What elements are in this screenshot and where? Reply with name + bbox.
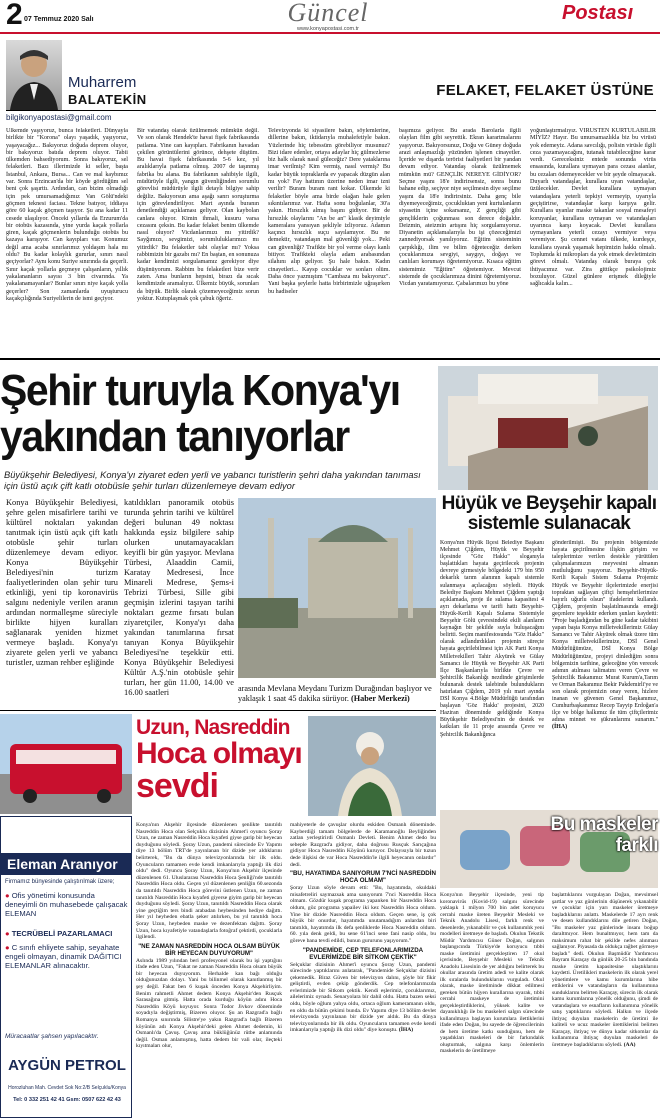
maske-story-col2-text: başlattıklarını vurgulayan Doğan, mevsimsel şartlar ve yaz günlerinin düşünerek yıkanabilir ve çocuklar için yarı maskeler üretmeye başladıklarını anlattı. Maskelerde 17 ayrı renk ve desen kullandıklarını dile getiren Doğan, "Bu maskeler yaz günlerinde insanı boğup daraltmıyor. Hem bunaltmıyor, hem tam da maksimum rahat bir şekilde nefes alınması sağlanıyor. Piyasada da oldukça rağbet görmeye başladı" dedi. Okulun Başmüdür Yardımcısı Bayram Karaçay da günlük 20-25 bin bandında maske üretim kapasitesine ulaştıklarını kaydetti. Üretilikleri maskelerin ilk olarak yerel yönetimlere ve kamu kurumlarına hibe ettiklerini ve vatandaşların da kullanımına sunduklarını belirten Karaçay, sürecin ilk olarak kamu kurumlarına yönelik olduğunu, şimdi de vatandaşlara ve esnafların kullanımına yönelik satış yaptıklarını söyledi. Halkın ve ilçede ihtiyaç duyulan maskelerin de üretimi ile kaliteli ve ucuz maskeler ürettiklerini belirten Karaçay, ihtiyaç ve dünya kadar sitkomlar da kullanımına ihtiyaç duyulan maskeleri de üretmeye başladıklarını söyledi. xyxy=(552,892,658,1048)
section-divider xyxy=(0,358,660,360)
masthead xyxy=(0,0,660,38)
headline-line-2: yakından tanıyorlar xyxy=(0,412,349,461)
section-title: Güncel xyxy=(287,0,369,27)
column-title: FELAKET, FELAKET ÜSTÜNE xyxy=(436,82,654,99)
uzun-col1b: Aslında 1989 yılından beri profesyonel olarak bu işi yaptığını ifade eden Uzun, "Fakat ne zaman Nasreddin Hoca olsam büyük bir heyecan duyuyorum. Herhalde kan bağı olduğu olduğunuzdan dolayı. Yani bu bilinmel olarak kanıtlanmış bir şey değil. Fakat ben 6 kuşak önceden Konya Akşehirliyim. Benim rahmetli Ahmet dedem Konya Akşehir'den Rusçuk Sarasağına gitmiş. Hatta orada kurduğu köyün adını Hoca Nasreddin Köyü koyuyor. Sonra Todor Jivkov döneminde soyadıyla değiştirmiş, Bizeren oluyor. Şu an Razgrad'a bağlı Romanya sınırında Silistre'ye yakın Razgrad'a bağlı Bizeren köyünün adı Konya Akşehir'deki gelen Ahmet dedemin, ki Osmanlı'da Çavuş. Çavuş ama büklüğünüz rütbe anlamında değil. Osman anlamışmış, hatta dedem bir vali olar, ileçteki kıyıtmaları olur, xyxy=(136,957,282,1050)
ad-item-1 xyxy=(5,891,129,918)
bus-photo xyxy=(438,366,658,490)
main-caption xyxy=(238,684,436,704)
ad-item-2-text: TECRÜBELİ PAZARLAMACI xyxy=(11,929,113,938)
headline-line-1: Şehir turuyla Konya'yı xyxy=(0,366,400,415)
ad-phones[interactable]: Tel: 0 332 251 42 41 Gsm: 0507 622 42 43 xyxy=(13,1097,121,1103)
side-headline-line2: sistemle sulanacak xyxy=(467,513,631,534)
uzun-sub2: "BU, HAYATIMDA SANIYORUM 7'NCİ NASREDDİN HOCA OLMAM" xyxy=(290,870,436,885)
columnist-email[interactable]: bilgikonyapostasi@gmail.com xyxy=(6,113,112,122)
ad-item-3 xyxy=(5,943,129,970)
uzun-col2c: Selçuklar dizisinin Ahmet'i oyuncu Şoray Uzun, pandemi sürecinde yaptıklarını anlatarak, "Pandemide Selçuklar dizisini çekemedik. Biraz Güven bir televizyon dalını, şöyle bir fikir geliştirdi, evden çekip gönderdik. Cep telefonlarımızda evlerimizde bir Sitkom çektik. Kendi eşlerimiz, çocuklarımız, ailelerimiz oynadı. Senaryolara bir dahil oldu. Hatta bazen seksi oldu, böyle oğlum yahya oldu, ortaca oğlum kameramanın oldu, en oldu da bütün çekimi bunda. Ev Yapımı diye 13 bölüm devlet televizyonda yayınlanan bir dizide yer aldık. Bu da dünya televizyonlarında bir ilk oldu. Oyuncuların tamamen evde kendi imkanlarıyla yaptığı ilk dizi oldu" diye konuştu. xyxy=(290,961,436,1034)
uzun-sub3: "PANDEMİDE, CEP TELEFONLARIMIZDA EVLERİMİZDE BİR SİTKOM ÇEKTİK" xyxy=(302,946,424,961)
uzun-story-col2 xyxy=(290,822,436,1116)
uzun-col2c-wrap xyxy=(290,962,436,1035)
ad-item-1-text: Ofis yönetimi konusunda deneyimli ön muhasebede çalışacak ELEMAN xyxy=(5,891,128,918)
side-story-col2 xyxy=(552,540,658,808)
uzun-col1a: Konya'nın Akşehir ilçesinde düzenlenen şenlikte tanıtıldı Nasreddin Hoca olan Selçuklu dizisinin Ahmet'i oyuncu Şoray Uzun, ne zaman Nasreddin Hoca kıyafeti giyse garip bir heyecan duyduğunu söyledi. Şoray Uzun, pandemi sürecinde Ev Yapımı diye 13 bölüm TRT'de yayınlanan bir dizide yer aldıklarını belirterek, "Bu da dünya televizyonlarında bir ilk oldu. Oyuncuların tamamen evde kendi imkanlarıyla yaptığı ilk dizi oldu" dedi. Oyuncu Şoray Uzun, Konya'nın Akşehir ilçesinde düzenlenen 61. Uluslararası Nasreddin Hoca Şenliği'nde tanıtıldı Nasreddin Hoca oldu. Geçen yıl düzenlenen şenliğin 60.sezonda da tanıtıldı Nasreddin Hoca görevini üstlenen Uzun, ne zaman tanıtıldı Nasreddin Hoca kıyafeti giyerse giyim garip bir heyecan duyduğunu söyledi. Şoray Uzun, tanıtıldı Nasreddin Hoca olarak yine geçtiğim ters bindi arabadan heybesinden hediye dağıttı. Her yıl heyheden ebatla şeker atılırken, bu yıl tanıtıldı hoca Şoray Uzun, heybeden maske ve dezenfektan dağıttı. Şoray Uzun, hoca kıyafetiyle vatandaşlarla fotoğraf çektirdi, çocuklarla ilgilendi. xyxy=(136,822,282,941)
column-text xyxy=(6,128,656,356)
konya-photo xyxy=(238,498,436,678)
columnist-photo xyxy=(6,40,62,110)
column-text-col1: Ülkemde yaşıyoruz, bunca felaketleri. Dünyayla birlikte bir "Korona" olayı yaşadık, yaşıyoruz, yaşayacağız... Bakıyoruz doğuda deprem oluyor, bir bakıyoruz batıda deprem oluyor. Tabii ülkemden bahsediyorum. Sonra bakıyoruz, sel felaketleri. Bazı illerimizde ki seller, başta İstanbul, Ankara, Bursa... Can ve mal kaybımız var. Sonra Erzincan'da bir köyde gördüğüm sel beni çok şaşırttı. Ardından, can bizim olmadığı için pek umursamadığımız Van Gölü'ndeki göçmen teknesi faciası. Tekne batıyor, iddiaya göre 60 kaçak göçmen taşıyor. Şu ana kadar 11 cesede ulaşılıyor. Önceki yıllarda da Erzurum'da bir otobüs kazasında, yine yurda kaçak yollarla giren, kaçak göçmenlerin bulunduğu otobüs bu kazaya karışıyor. Can kayıpları var. Konumuz değil ama acaba sınırlarımız yoldaşım hala mı oldu? Bu kadar kolaylık gururlar, sınırı nasıl geçiyorlar? Aynı konu Suriye sınırında da geçerli. Sınır kaçak yollarla geçmeye çalışanların, yıllık yakalananların sayısı 3 bin civarında. Ya yakalanamayanlar? Bunlar sınırı niye kaçak yolla geçerler? Son zamanlarda uyuşturucu kaçakçılığında Suriyelilerin de ismi geçiyor. xyxy=(6,128,128,302)
uzun-col2a: mahiyeterle de çavuşlar olurdu eskiden Osmanlı döneminde. Kayberdiği tamam bölgelerde de Karamanoğlu Beyliğinden zatlan yerleştirirdi Osmanlı Devleti. Benim Ahmet dedo bu sebeple Razgrad'a gidiyor, daha doğrusu Rusçuk Sarıçağına gidiyor Hoca Nasreddin Köyünü kuruyor. Dolayısıyla bir tuzun dede ilişkisi de var Hoca Nasreddin'le ilgili heyecanın onlardır" dedi. xyxy=(290,822,436,868)
side-headline-line1: Hüyük ve Beyşehir kapalı xyxy=(441,493,657,514)
site-url[interactable]: www.konyapostasi.com.tr xyxy=(296,26,360,32)
ad-address: Horozluhan Mah. Cevdet Sok No:2/B Selçuklu/Konya xyxy=(8,1085,126,1091)
side-credit: (İHA) xyxy=(552,724,568,731)
ad-title-bar xyxy=(1,853,131,875)
ad-title: Eleman Aranıyor xyxy=(7,856,118,872)
ad-bullet-3: ● xyxy=(5,943,12,952)
column-text-col5: yoğunlaştırmalıyız. VİRÜSTEN KURTULABİLİR MİYİZ? Hayır. Bu umursamazlıkla biz bu virüsü yok edemeyiz. Adana savcılığı, polisin virüsle ilgili ceza yazamayacağını, tutanak tutabileceğine karar verdi. Gereceksiniz entede sonunda virüs ensasında, kurallara uymayan para cezası alanlar, bu cezaları ödemeyecekler ve bir şeyde olmayacak. Duyarlı vatandaşlar, kurallara uyan vatandaşlar, üzülecekler. Devlet kurallara uymayan vatandaşlara yeterli tepkiyi vermeyip, uyarıyla geçiştirirse, vatandaşlar karşı karşıya gelir. Kurallara uyanlar maske takanlar sosyal mesafeyi koruyanlar, kurallara uymayan ve vatandaşları uyarınca karşı koyacak. Devlet kurallara uymayanlara yeterli cezayı vermiyor veya veremiyor. Şu cennet vatanı ülkede, kurdeşçe, kurallara uyarak yaşamak hepimizin hakkı olmalı. Toplumda ki mikropları da yok etmek devletimizin görevi olmalı. Vatandaş olarak buraya çok ihtiyacımız var. Zira gittikçe psikolojimiz bozuluyor. Güzel günlere erişmek dileğiyle sağlıcakla kalın... xyxy=(530,128,656,288)
columnist-first-name: Muharrem xyxy=(68,74,137,91)
maske-headline xyxy=(526,814,658,856)
uzun-headline-line3: sevdi xyxy=(136,767,218,805)
job-ad xyxy=(0,816,132,1118)
main-story-col1: Konya Büyükşehir Belediyesi, şehre gelen misafirlere tarihi ve kültürel noktaları yakından tanıtmak için üstü açık çift katlı otobüsle şehir turları düzenlemeye devam ediyor. Konya Büyükşehir Belediyesi'nin turizm faaliyetlerinden olan şehir turu etkinliği, yeni tip koronavirüs salgını nedeniyle verilen aranın ardından normalleşme süreciyle birlikte hijyen kuralları sağlanarak yeniden hizmet vermeye başladı. Konya'yı ziyarete gelen yerli ve yabancı turistler, uzman rehber eşliğinde xyxy=(6,498,118,667)
ad-bullet-1: ● xyxy=(5,891,12,900)
uzun-story-col1 xyxy=(136,822,282,1116)
uzun-headline-line2: Hoca olmayı xyxy=(136,737,302,770)
uzun-sub1: "NE ZAMAN NASREDDİN HOCA OLSAM BÜYÜK BİR HEYECAN DUYUYORUM" xyxy=(138,942,280,957)
uzun-credit: (İHA) xyxy=(398,1027,414,1034)
column-text-col3: Televizyonda ki siyasilere bakın, söylemlerine, dillerine bakın, iktidarıyla muhalefetiyle bakın. Yüzlerinde hiç tebessüm görebiliyor musunuz? Bizi idare edenler, ortaya adaylar hiç gülmezlerse biz halk olarak nasıl güleceğiz? Dere yataklarına imar verilmiş? Kim vermiş, nasıl vermiş? Bu kadar büyük topraklarda ev yapacak düzgün alan mı yok? Fay hattının üzerine neden imar izni verilir? Buram buram rant kokar. Ülkemde ki felaketler böyle ama birde olağan hale gelen sıkıntılarımız var. Hafta sonu boğulanlar, 30'a yakın. Hırsızlık almış başını gidiyor. Bir de hırsızlık olaylarını "An be an" klasik deyimiyle kameralara yansıyan şekliyle izliyoruz. Adamın kaçıncı hırsızlık suçu sayılamıyor. Bu ne demektir, vatandaşın mal güvenliği yok... Peki can güvenliği? Trafikte bir yol verme olayı kanlı bitiyor. Trafikteki olayla adam arabasından silahını alıp geliyor. Şu hale bakın. Kadın cinayetleri... Kaysp cocuklar ve sonları olüm. Daha önce yazmıştım "Cambaza mı bakıyoruz". Yani başka şeylerle hatta birbirimizle uğraşırken bu hadiseler xyxy=(268,128,390,295)
main-caption-text: arasında Mevlana Meydanı Turizm Durağından başlıyor ve yaklaşık 1 saat 45 dakika sürüyor. xyxy=(238,684,432,703)
side-headline xyxy=(438,494,660,534)
page-number: 2 xyxy=(6,0,23,31)
ad-photo-bus xyxy=(0,714,132,814)
main-story-col2: katıldıkları panoramik otobüs turunda şehrin tarihi ve kültürel değeri bulunan 49 noktası hakkında eşsiz bilgilere sahip olurken unutamayacakları keyifli bir gün yaşıyor. Mevlana Türbesi, Alaaddin Camii, Karatay Medresesi, İnce Minareli Medrese, Şems-i Tebrizi Türbesi, Sille gibi geçmişin izlerini taşıyan tarihi noktaları gezme fırsatı bulan ziyaretçiler, Konya'yı daha yakından tanımlarına fırsat tanıyan Konya Büyükşehir Belediyesi'ne teşekkür etti. Konya Büyükşehir Belediyesi Kültür A.Ş.'nin otobüsle şehir turları, her gün 11.00, 14.00 ve 16.00 saatleri xyxy=(124,498,234,697)
uzun-headline-line1: Uzun, Nasreddin xyxy=(136,716,290,739)
page-date: 07 Temmuz 2020 Salı xyxy=(24,16,94,23)
uzun-story xyxy=(136,822,436,1116)
maske-story-col2 xyxy=(552,892,658,1116)
mid-divider xyxy=(0,710,436,711)
column-text-col2: Bir vatandaş olarak üzülmemek mümkün değil. Ve son olarak Hendek'te havai fişek fabrikasında patlama. Yine can kayıpları. Fabrikanın havadan çekilen görüntülerini görünce, dehşete düştüm. Bu havai fişek fabrikasında 5-6 kez, yıl aralıklarıyla patlama olmuş. 2007 de taşınmış fabrika bu alana. Bu fabrikanın sahibiyle ilgili, müdürüyle ilgili, yangın güvenliğinden sorumlu görevlisi müdürüyle ilgili detaylı bilgiye sahip değiliz. Bakıyorsun ama aşağı sanrı soruşturma için görevlendiriliyor. Mart ayında buranın denetlendiği açıklaması geliyor. Olan kaybolan canlara oluyor. Kimin ihmali, kusuru varsa cezasını çeksin. Bu kadar felaket benim ülkemde nasıl oluyor? Vicdanlarımızı mı yitirdik? Sayğımızı, sevgimizi, sorumluluklarımızı mı yitirdik? Bu felaketler tabi olaylar mı? Yoksa rabbimizin bir gazabı mı? En baştan, en sonunuza kadar kendimizi sorgulamamız gerekiyor diye düşünüyorum. Rabbim bu felaketleri bize verir zaten. Ama bunların hepsini, birazı da sıcak kendimizde aramalıyız. Ülkemiz büyük, sorunları da büyük. Birlik olarak çözemeyeceğimiz sorun yoktur. Kutuplaşmak çok çabuk öğeriz. xyxy=(137,128,259,302)
ad-bullet-2: ● xyxy=(5,929,12,938)
columnist-header xyxy=(0,38,660,128)
ad-note: Müracaatlar şahsen yapılacaktır. xyxy=(5,1033,99,1040)
maske-story-col1: Konya'nın Beyşehir ilçesinde, yeni tip koronavirüs (Kovid-19) salgını sürecinde yaklaşık 1 milyon 700 bin adet koruyucu cerrahi maske üreten Beyşehir Mesleki ve Teknik Anadolu Lisesi, farklı renk ve desenlerde, yıkanabilir ve çok kullanımlık yeni modelleri üretmeye de başladı. Okulun Tekstik Müdür Yardımcısı Güner Doğan, salgının başlangıcında Türkiye'de koruyucu tıbbi maske üretimini gerçekleştiren 17 okul içerisinde, Beyşehir Mesleki ve Teknik Anadolu Lisesinin de yer aldığını belirterek bu okullar arasında üretim adedi ve kalite olarak ilk sıralarda bulunduklarını vurguladı. Okul olarak, maske üretiminde dikkat edilmesi gereken bütün hijyen kurallarına uyarak, tıbbi cerrahi maskeye de üretimini gerçekleştirdiklerini, yüksek kalite ve dayanıklılığı ile bu maskeleri salgın sürecinde kullanılmaya başlayan kurumlara ilettiklerini ifade eden Doğan, bu sayede de öğrencilerinin de hem üretime katkı sunduğunu, hem de yaşadıkları maskeleri de bir farkındalık oluşturmak, salgına karşı önlemlerin maskelerin de üretilmeye xyxy=(440,892,544,1054)
side-story-col1: Konya'nın Hüyük İlçesi Belediye Başkanı Mehmet Çiğdem, Hüyük ve Beyşehir ilçesinde "Göz Hakkı" sloganıyla başlattıkları hayata geçirilecek projenin devreye girmesiyle bölgedeki 179 bin 950 dekarlık tarım alanının kapalı sistemle sulanmaya açılacağını söyledi. Hüyük Belediye Başkanı Mehmet Çiğdem yaptığı açıklamada, proje ile sulama kapasitesi 4 ayrı dekarlama ve tarifi hattı Beyşehir-Hüyük-Kerili Kapalı Sulama Sistemiyle Beyşehir Gölü çevresindeki ekili alanların kaynağın bir şekilde suyla buluşacağını belirtti. Seçim manifestosunda "Göz Hakkı" olarak adlandırdıkları projenin süreçte hayata geçirilebilmesi için AK Parti Konya Milletvekilleri Tahir Akyürek ve Gülay Samancı ile Hüyük ve Beyşehir AK Parti İlçe Başkanlarıyla birlikte Çevre ve Şehircilik Bakanlığı nezdinde girişimlerde bulunarak destek talebinde bulundukların hatırlatan Çiğdem, 2019 yılı mart ayında DSİ Konya 4.Bölge Müdürlüğü tarafından başlayan 'Göz Hakkı' projesini, 2020 Haziran döneminde geldiğinde Konya Büyükşehir Belediyesi'nin de destek ve katkıları ile 11 proje arasında Çevre ve Şehircilik Bakanlığınca xyxy=(440,540,544,738)
ad-item-3-text: C sınıfı ehliyete sahip, seyahate engeli olmayan, dinamik DAĞITICI ELEMANLAR alınacaktır. xyxy=(5,943,122,970)
ad-item-2 xyxy=(5,929,129,938)
main-headline xyxy=(0,368,432,460)
headline-deck: Büyükşehir Belediyesi, Konya'yı ziyaret eden yerli ve yabancı turistlerin şehri daha yakından tanıması için üstü açık çift katlı otobüsle şehir turları düzenlemeye devam ediyor xyxy=(4,470,421,491)
side-story-col2-text: gönderilmişti. Bu projenin bölgemizde hayata geçirilmesine ilişkin girişim ve taleplerimize verilen destekle yürütülen çalışmalarımızın meyvesini almanın mutluluğunu yaşıyoruz. Beyşehir-Hüyük-Kerili Kapalı Sistem Sulama Projemiz Hüyük ve Beyşehir ilçelerimizde enerjisi topraktan sağlayan çiftçi hemşehrilerimize hayırlı uğurlu olsun" ifadelerini kullandı. Çiğdem, projenin başlatılmasında emeği geçenlere teşekkür ederken şunları kaydetti: "Proje başladığından bu güne kadar takibini yapan başta Konya milletvekillerimiz Gülay Samancı ve Tahir Akyürek olmak üzere tüm Konya milletvekillerimize, DSİ Genel Müdürlüğümüze, DSİ Konya Bölge Müdürlüğümüze, projeyi dinlediğim sonra bölgemizin tarihine, geleceğine yön verecek adımın atılması talimatını veren Çevre ve Şehircilik Bakanımız Murat Kurum'a,Tarım ve Orman Bakanımız Bekir Pakdemirli'ye ve son olarak projemizin onay veren, hizlere inanan ve güvenen Genel Başkanımız, Cumhurbaşkanımız Recep Tayyip Erdoğan'a ilçe ve bölge halkımız ile tüm çiftçilerimiz adına minnet ve şükranlarımı sunarım." xyxy=(552,540,658,724)
columnist-rule xyxy=(6,110,656,111)
uzun-headline xyxy=(136,716,306,803)
column-text-col4: başımıza geliyor. Bu arada Barolarla ilgili olayları film gibi seyrettik. Ekran karartmalarını yaşıyoruz. Bakıyorsunuz, Doğu ve Güney doğuda arazi anlaşmazlığı yüzünden işlenen cinayetler. İçeride ve dışarda terörist faaliyetleri bir yandan devam ediyor. Vatandaş olarak üzülmemek mümkün mü? GENÇLİK NEREYE GİDİYOR? Seçme yaşını 18'e indirirsensiz, sonra bunu bahane edip, seçiyor niye seçilmesin diye seçilme yaşını da 18'e indirirsiniz. Daha genç bile diyemeyeceğimiz, çocukluktan yeni kurtulanların siyasetin içine sokarsanız, Z gençliği gibi gençliklerin çoğunması son derece doğaldır. Deizmin, ateizmin artışını hiç sorgulamıyoruz. Diyanetin açıklamalarıyla bu işi çözeceğimizi zannediyorsak yanılıyoruz. Eğitim sisteminin çarpıklığı, ilim ve bilim öğreteceğiz derken çocuklarımıza sevgiyi, saygıyı, doğayı ve canlıları korumayı öğretemiyoruz. Kısaca eğitim sistemimiz "Eğitim" öğretemiyor. Mevcut sistemde de çocuklarımıza dinini öğretemiyoruz. Vicdan yaratamıyoruz. Çabalarımızı bu yöne xyxy=(399,128,521,288)
main-credit: (Haber Merkezi) xyxy=(351,694,410,703)
maske-credit: (AA) xyxy=(623,1041,636,1048)
newspaper-logo xyxy=(558,2,658,26)
maske-headline-line1: Bu maskeler xyxy=(550,814,658,835)
logo-text: Postası xyxy=(562,2,634,24)
uzun-photo xyxy=(308,716,436,816)
masthead-rule xyxy=(0,32,660,34)
side-story xyxy=(440,540,658,808)
ad-intro: Firmamız bünyesinde çalıştırılmak üzere; xyxy=(5,879,115,885)
ad-company: AYGÜN PETROL xyxy=(8,1057,126,1074)
columnist-last-name: BALATEKİN xyxy=(68,92,147,107)
uzun-col2b: Şoray Uzun söyle devam etti: "Bu, hayatımda, okuldaki misafetreliri saymazsak ama sanıyorum 7'nci Nasreddin Hoca olmam. Gözdür kuşak programa yapanken bir Nasreddin Hoca oldum, göz programa yapailev iki kez Nasreddin Hoca oldum. Yine bir dizide Nasreddin Hoca oldum. Geçen sene, iş çok büyük bir onurdur, hayatımda unutamadığım anlardan biri tanıtıldı, hayatımda ilk defa şenliklerde Hoca Nasreddin oldum. 60. yıla denk geldi, bu sene 61'inci sene fani nasip oldu, bu göreve bana tevdi edildi, bunun gururunu yaşıyorum." xyxy=(290,885,436,944)
maske-headline-line2: farklı xyxy=(615,835,658,856)
maske-story xyxy=(440,892,658,1116)
